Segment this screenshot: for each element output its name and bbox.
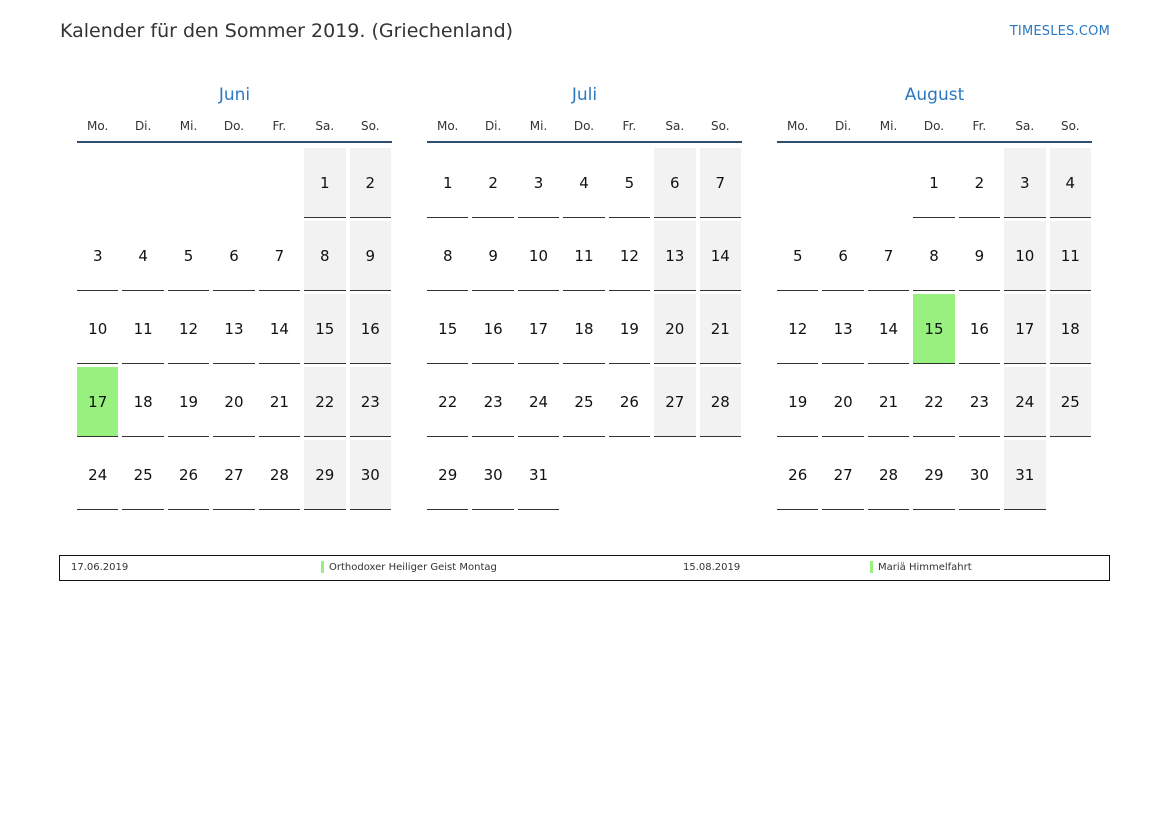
empty-day-cell (259, 148, 300, 218)
empty-day-cell (822, 148, 863, 218)
holiday-legend (59, 555, 1110, 581)
weekday-label: Fr. (272, 119, 287, 133)
day-cell[interactable]: 9 (350, 221, 391, 291)
weekday-header (777, 118, 1092, 143)
day-cell[interactable]: 4 (1050, 148, 1091, 218)
day-cell[interactable]: 4 (563, 148, 604, 218)
weekday-label: Di. (834, 119, 852, 133)
day-cell[interactable]: 1 (913, 148, 954, 218)
day-cell[interactable]: 18 (563, 294, 604, 364)
weekday-label: Do. (923, 119, 945, 133)
day-cell[interactable]: 2 (959, 148, 1000, 218)
day-cell[interactable]: 8 (913, 221, 954, 291)
day-cell[interactable]: 14 (700, 221, 741, 291)
day-cell[interactable]: 17 (518, 294, 559, 364)
day-cell[interactable]: 5 (168, 221, 209, 291)
day-cell[interactable]: 1 (304, 148, 345, 218)
day-cell[interactable]: 6 (654, 148, 695, 218)
day-cell[interactable]: 29 (304, 440, 345, 510)
day-cell[interactable]: 27 (654, 367, 695, 437)
day-cell[interactable]: 24 (518, 367, 559, 437)
day-cell[interactable]: 14 (259, 294, 300, 364)
weekday-label: So. (710, 119, 730, 133)
day-cell[interactable]: 25 (563, 367, 604, 437)
page-title: Kalender für den Sommer 2019. (Griechenland) (60, 20, 514, 42)
day-cell[interactable]: 6 (213, 221, 254, 291)
day-cell[interactable]: 5 (777, 221, 818, 291)
day-cell[interactable]: 24 (1004, 367, 1045, 437)
day-cell[interactable]: 21 (259, 367, 300, 437)
day-cell[interactable]: 27 (213, 440, 254, 510)
day-cell[interactable]: 27 (822, 440, 863, 510)
weekday-label: Fr. (972, 119, 987, 133)
day-cell[interactable]: 30 (472, 440, 513, 510)
weekday-label: Mo. (87, 119, 109, 133)
day-cell[interactable]: 13 (822, 294, 863, 364)
legend-holiday-name: Mariä Himmelfahrt (878, 562, 972, 573)
day-cell[interactable]: 10 (77, 294, 118, 364)
day-cell[interactable]: 20 (822, 367, 863, 437)
day-cell[interactable]: 10 (518, 221, 559, 291)
month-name: August (904, 85, 965, 105)
month-july (427, 82, 742, 510)
day-cell[interactable]: 12 (609, 221, 650, 291)
day-cell[interactable]: 12 (777, 294, 818, 364)
weekday-label: Mi. (879, 119, 898, 133)
weekday-header (427, 118, 742, 143)
day-cell[interactable]: 15 (427, 294, 468, 364)
legend-holiday-name: Orthodoxer Heiliger Geist Montag (329, 562, 497, 573)
weekday-header (77, 118, 392, 143)
day-grid (777, 148, 1092, 510)
holiday-color-marker (870, 561, 873, 573)
day-cell[interactable]: 26 (609, 367, 650, 437)
day-cell[interactable]: 22 (913, 367, 954, 437)
empty-day-cell (213, 148, 254, 218)
legend-date: 17.06.2019 (71, 562, 129, 573)
site-link[interactable]: TIMESLES.COM (1009, 24, 1110, 39)
month-june (77, 82, 392, 510)
day-cell[interactable]: 7 (868, 221, 909, 291)
day-cell[interactable]: 3 (1004, 148, 1045, 218)
day-cell[interactable]: 14 (868, 294, 909, 364)
day-cell[interactable]: 16 (472, 294, 513, 364)
day-cell[interactable]: 15 (304, 294, 345, 364)
day-cell[interactable]: 3 (518, 148, 559, 218)
legend-date: 15.08.2019 (683, 562, 741, 573)
day-cell[interactable]: 2 (472, 148, 513, 218)
day-cell[interactable]: 23 (472, 367, 513, 437)
empty-day-cell (168, 148, 209, 218)
weekday-label: Mo. (437, 119, 459, 133)
day-cell[interactable]: 31 (518, 440, 559, 510)
weekday-label: Sa. (315, 119, 335, 133)
day-cell[interactable]: 17 (77, 367, 118, 437)
weekday-label: So. (1060, 119, 1080, 133)
day-cell[interactable]: 23 (350, 367, 391, 437)
day-cell[interactable]: 21 (868, 367, 909, 437)
day-cell[interactable]: 29 (427, 440, 468, 510)
month-august (777, 82, 1092, 510)
month-name: Juni (218, 85, 251, 105)
day-cell[interactable]: 26 (777, 440, 818, 510)
day-cell[interactable]: 19 (609, 294, 650, 364)
day-cell[interactable]: 3 (77, 221, 118, 291)
day-cell[interactable]: 25 (122, 440, 163, 510)
month-name: Juli (571, 85, 598, 105)
day-cell[interactable]: 9 (472, 221, 513, 291)
day-cell[interactable]: 9 (959, 221, 1000, 291)
weekday-label: Mi. (529, 119, 548, 133)
day-cell[interactable]: 10 (1004, 221, 1045, 291)
day-cell[interactable]: 1 (427, 148, 468, 218)
day-cell[interactable]: 18 (122, 367, 163, 437)
day-cell[interactable]: 12 (168, 294, 209, 364)
day-cell[interactable]: 30 (959, 440, 1000, 510)
day-cell[interactable]: 23 (959, 367, 1000, 437)
day-cell[interactable]: 6 (822, 221, 863, 291)
day-cell[interactable]: 18 (1050, 294, 1091, 364)
day-cell[interactable]: 11 (1050, 221, 1091, 291)
day-cell[interactable]: 7 (700, 148, 741, 218)
day-cell[interactable]: 20 (654, 294, 695, 364)
day-cell[interactable]: 5 (609, 148, 650, 218)
day-cell[interactable]: 7 (259, 221, 300, 291)
empty-day-cell (77, 148, 118, 218)
empty-day-cell (777, 148, 818, 218)
day-cell[interactable]: 8 (427, 221, 468, 291)
day-cell[interactable]: 29 (913, 440, 954, 510)
weekday-label: Sa. (665, 119, 685, 133)
weekday-label: Do. (573, 119, 595, 133)
empty-day-cell (122, 148, 163, 218)
day-cell[interactable]: 11 (563, 221, 604, 291)
day-cell[interactable]: 13 (213, 294, 254, 364)
day-grid (427, 148, 742, 510)
day-cell[interactable]: 11 (122, 294, 163, 364)
day-cell[interactable]: 19 (168, 367, 209, 437)
day-cell[interactable]: 31 (1004, 440, 1045, 510)
weekday-label: Mo. (787, 119, 809, 133)
day-cell[interactable]: 2 (350, 148, 391, 218)
weekday-label: Do. (223, 119, 245, 133)
day-cell[interactable]: 16 (959, 294, 1000, 364)
day-cell[interactable]: 28 (868, 440, 909, 510)
weekday-label: Mi. (179, 119, 198, 133)
day-cell[interactable]: 16 (350, 294, 391, 364)
day-cell[interactable]: 13 (654, 221, 695, 291)
day-cell[interactable]: 22 (427, 367, 468, 437)
day-cell[interactable]: 30 (350, 440, 391, 510)
day-cell[interactable]: 21 (700, 294, 741, 364)
day-cell[interactable]: 15 (913, 294, 954, 364)
empty-day-cell (868, 148, 909, 218)
day-cell[interactable]: 24 (77, 440, 118, 510)
day-cell[interactable]: 26 (168, 440, 209, 510)
weekday-label: So. (360, 119, 380, 133)
weekday-label: Di. (134, 119, 152, 133)
weekday-label: Di. (484, 119, 502, 133)
day-cell[interactable]: 20 (213, 367, 254, 437)
weekday-label: Fr. (622, 119, 637, 133)
day-cell[interactable]: 17 (1004, 294, 1045, 364)
day-cell[interactable]: 8 (304, 221, 345, 291)
day-cell[interactable]: 22 (304, 367, 345, 437)
day-cell[interactable]: 4 (122, 221, 163, 291)
day-cell[interactable]: 19 (777, 367, 818, 437)
day-cell[interactable]: 25 (1050, 367, 1091, 437)
day-cell[interactable]: 28 (700, 367, 741, 437)
holiday-color-marker (321, 561, 324, 573)
day-grid (77, 148, 392, 510)
day-cell[interactable]: 28 (259, 440, 300, 510)
weekday-label: Sa. (1015, 119, 1035, 133)
